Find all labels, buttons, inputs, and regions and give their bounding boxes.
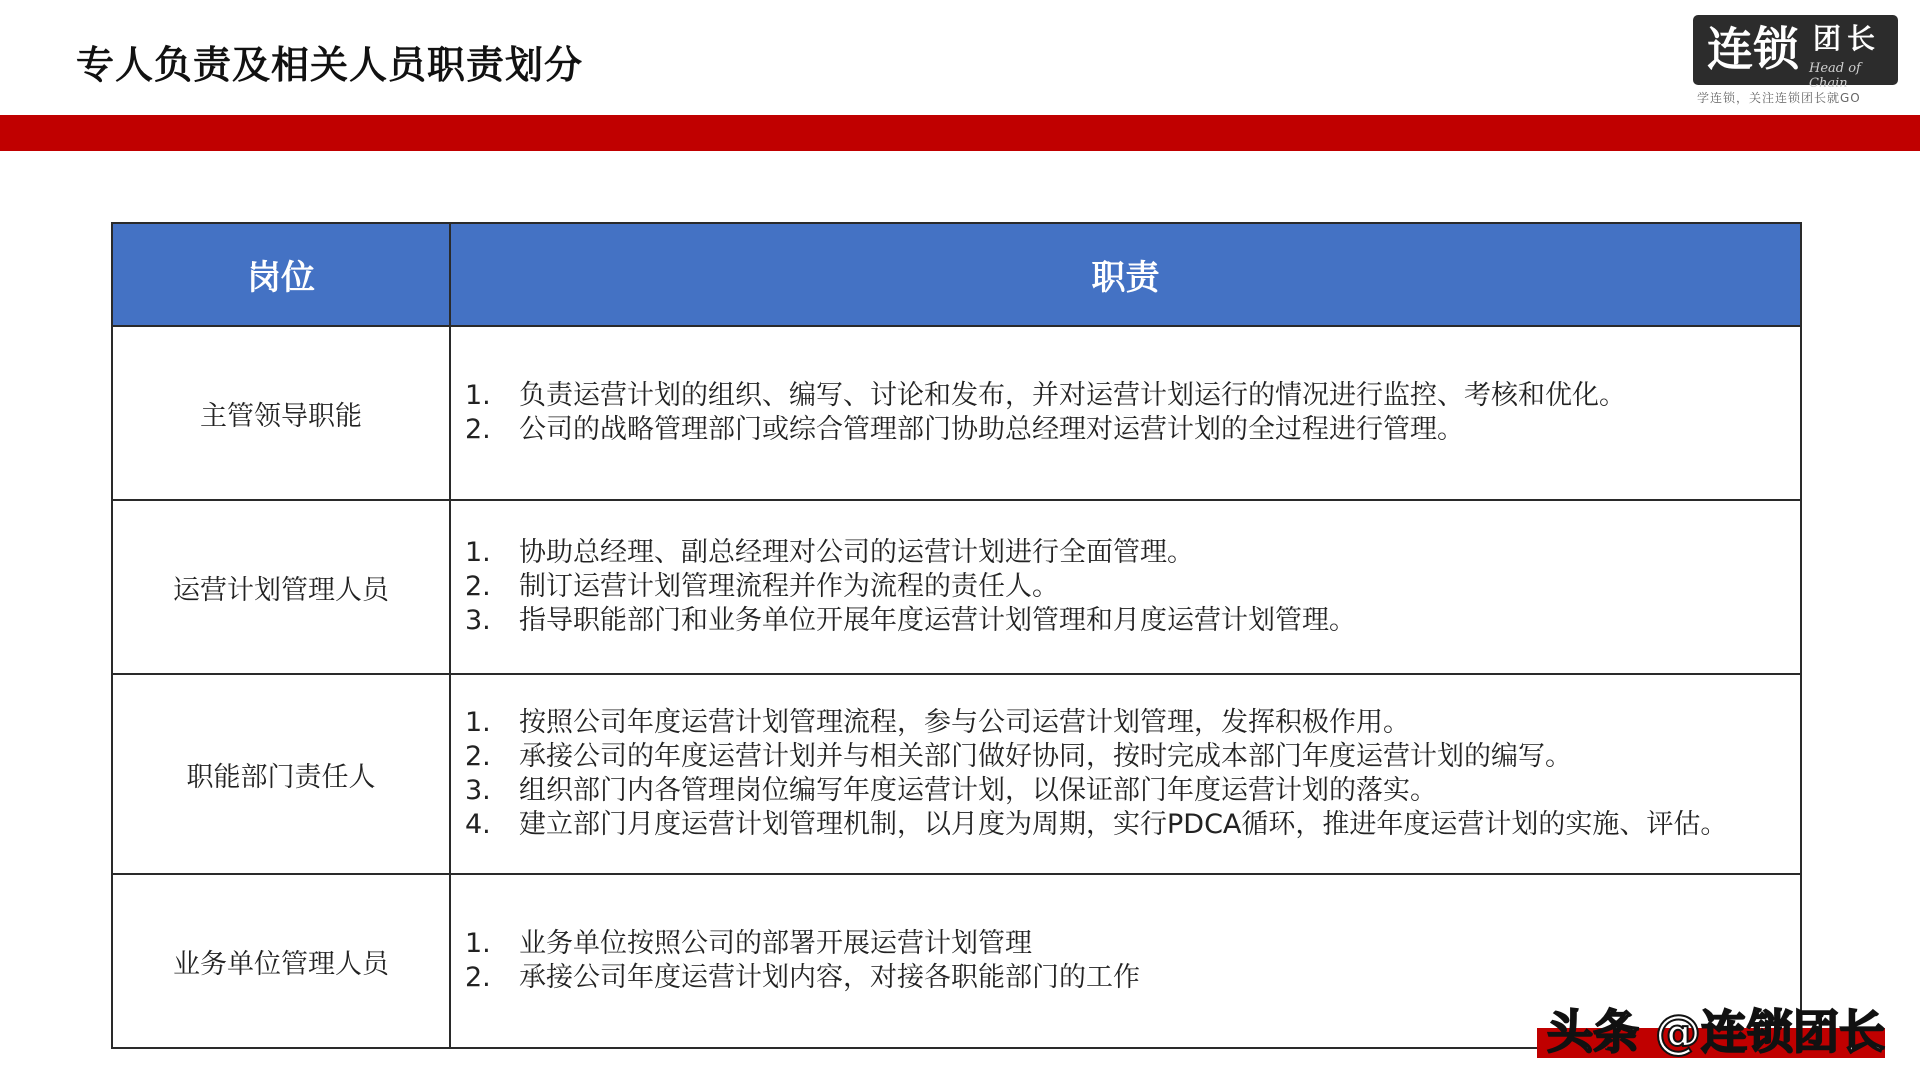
item-number: 3.	[465, 775, 491, 806]
table-row	[112, 326, 1801, 500]
duty-cell	[450, 326, 1801, 500]
role-cell: 运营计划管理人员	[112, 500, 450, 674]
item-text: 制订运营计划管理流程并作为流程的责任人。	[519, 571, 1059, 602]
list-item	[465, 927, 1780, 961]
brand-logo	[1693, 15, 1898, 91]
list-item	[465, 379, 1780, 413]
item-number: 1.	[465, 707, 491, 738]
list-item	[465, 740, 1780, 774]
list-item	[465, 706, 1780, 740]
role-cell: 职能部门责任人	[112, 674, 450, 874]
item-number: 2.	[465, 414, 491, 445]
table-row	[112, 500, 1801, 674]
list-item	[465, 604, 1780, 638]
item-number: 4.	[465, 809, 491, 840]
watermark-text: 头条 @连锁团长	[1546, 1005, 1885, 1059]
item-number: 3.	[465, 605, 491, 636]
duty-list	[465, 536, 1780, 638]
item-number: 1.	[465, 380, 491, 411]
role-cell: 主管领导职能	[112, 326, 450, 500]
item-text: 组织部门内各管理岗位编写年度运营计划，以保证部门年度运营计划的落实。	[519, 775, 1437, 806]
item-text: 协助总经理、副总经理对公司的运营计划进行全面管理。	[519, 537, 1194, 568]
logo-side-text: 团长	[1813, 22, 1882, 55]
logo-main-text: 连锁	[1707, 22, 1799, 76]
duty-cell	[450, 674, 1801, 874]
list-item	[465, 570, 1780, 604]
duty-list	[465, 379, 1780, 447]
duty-cell	[450, 500, 1801, 674]
list-item	[465, 774, 1780, 808]
role-cell: 业务单位管理人员	[112, 874, 450, 1048]
list-item	[465, 808, 1780, 842]
duty-table	[111, 222, 1802, 1049]
item-number: 2.	[465, 571, 491, 602]
list-item	[465, 413, 1780, 447]
item-text: 建立部门月度运营计划管理机制，以月度为周期，实行PDCA循环，推进年度运营计划的实施、评估。	[519, 809, 1728, 840]
item-text: 承接公司的年度运营计划并与相关部门做好协同，按时完成本部门年度运营计划的编写。	[519, 741, 1572, 772]
duty-list	[465, 706, 1780, 842]
header-role: 岗位	[112, 223, 450, 326]
item-number: 1.	[465, 928, 491, 959]
item-text: 业务单位按照公司的部署开展运营计划管理	[519, 928, 1032, 959]
item-text: 承接公司年度运营计划内容，对接各职能部门的工作	[519, 962, 1140, 993]
header-red-band	[0, 115, 1920, 151]
logo-slogan: 学连锁，关注连锁团长就GO	[1697, 91, 1861, 105]
item-number: 2.	[465, 962, 491, 993]
item-number: 1.	[465, 537, 491, 568]
table-header-row	[112, 223, 1801, 326]
item-text: 指导职能部门和业务单位开展年度运营计划管理和月度运营计划管理。	[519, 605, 1356, 636]
list-item	[465, 536, 1780, 570]
item-text: 负责运营计划的组织、编写、讨论和发布，并对运营计划运行的情况进行监控、考核和优化。	[519, 380, 1626, 411]
page-title: 专人负责及相关人员职责划分	[76, 43, 584, 87]
duty-list	[465, 927, 1780, 995]
header-duty: 职责	[450, 223, 1801, 326]
list-item	[465, 961, 1780, 995]
item-text: 公司的战略管理部门或综合管理部门协助总经理对运营计划的全过程进行管理。	[519, 414, 1464, 445]
table-row	[112, 674, 1801, 874]
watermark	[1537, 1006, 1885, 1058]
item-number: 2.	[465, 741, 491, 772]
logo-english-text: Head of Chain	[1809, 61, 1861, 91]
item-text: 按照公司年度运营计划管理流程，参与公司运营计划管理，发挥积极作用。	[519, 707, 1410, 738]
